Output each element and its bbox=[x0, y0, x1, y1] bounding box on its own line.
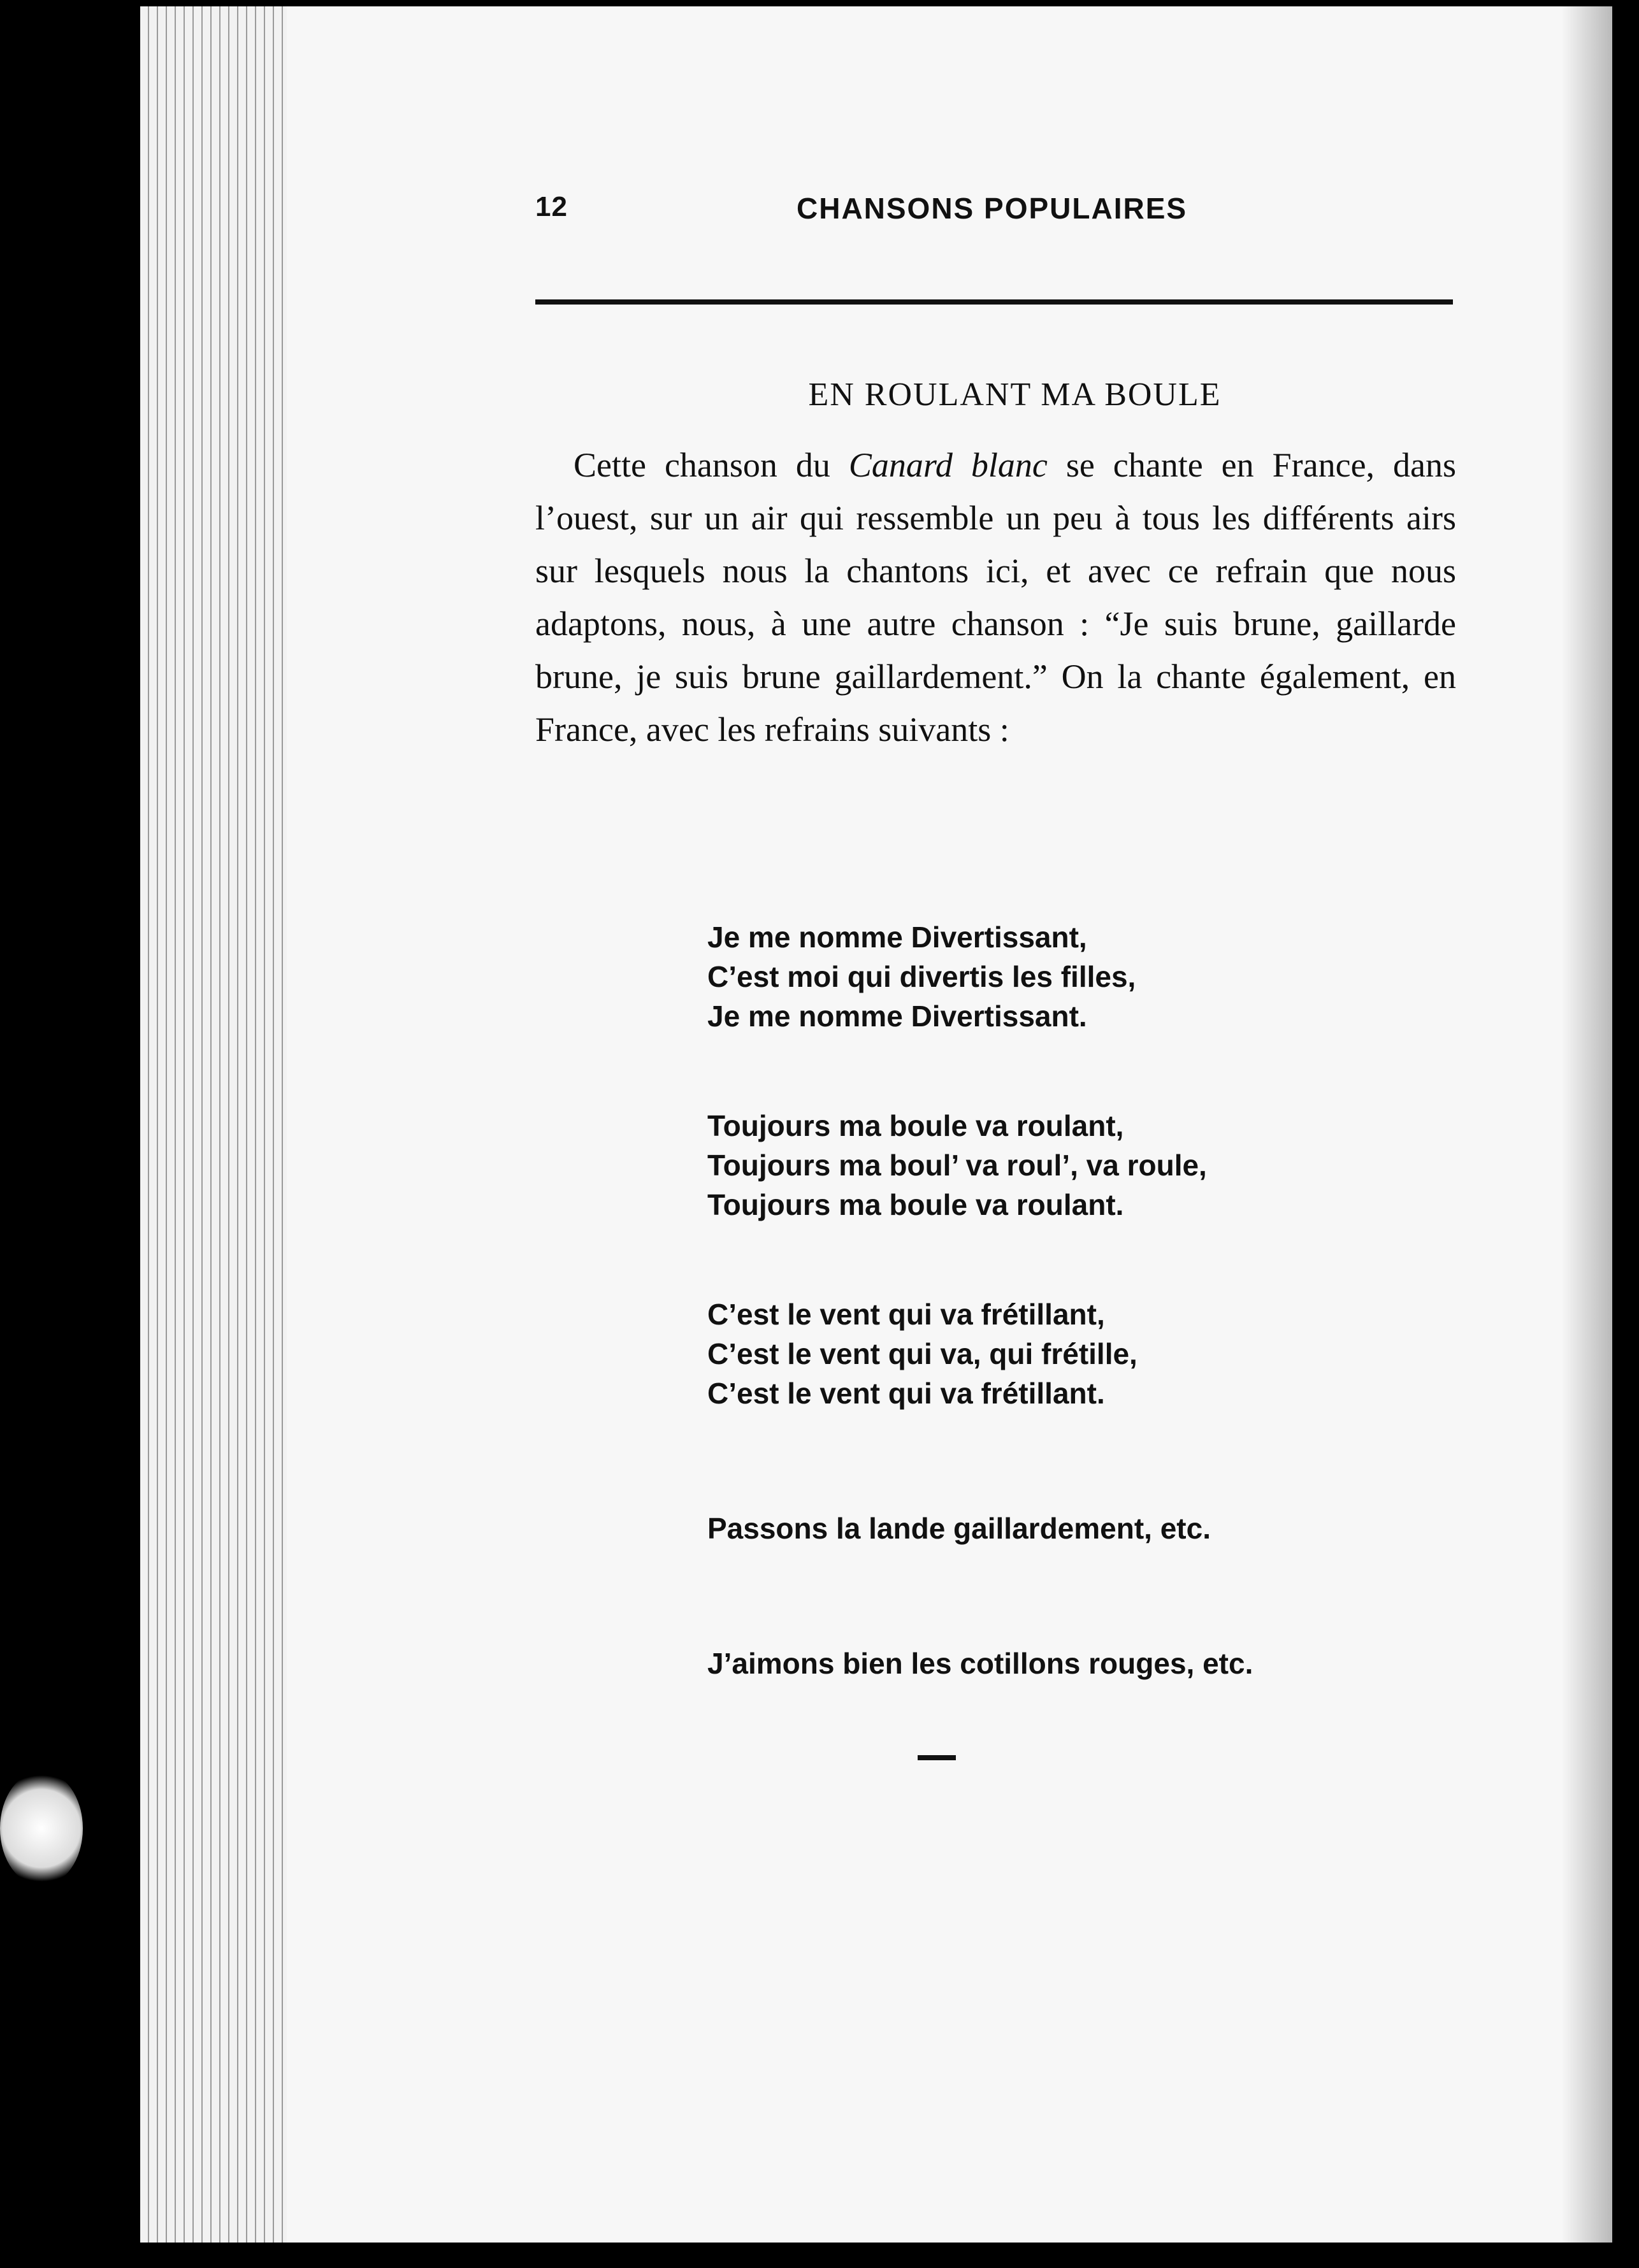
verse-line: Toujours ma boule va roulant, bbox=[707, 1109, 1124, 1142]
stanza-boule bbox=[707, 1106, 1408, 1224]
verse-line: C’est le vent qui va frétillant. bbox=[707, 1377, 1105, 1410]
page-header bbox=[535, 191, 1491, 242]
book-page-edges bbox=[140, 6, 300, 2243]
paragraph-text-rest: se chante en France, dans l’ouest, sur un air qui ressemble un peu à tous les différents airs sur lesquels nous la chantons ici, et avec ce refrain que nous adaptons, nous, à une autre chanson : “Je suis brune, gaillarde brune, je suis brune gaillardement.” On la chante également, en France, avec les refrains suivants : bbox=[535, 446, 1456, 749]
header-rule bbox=[535, 299, 1453, 305]
page-number: 12 bbox=[535, 191, 568, 222]
refrains bbox=[707, 917, 1408, 1779]
running-title: CHANSONS POPULAIRES bbox=[797, 192, 1188, 225]
paper-damage-spot bbox=[0, 1771, 83, 1886]
verse-line: Je me nomme Divertissant. bbox=[707, 1000, 1087, 1033]
verse-line: Je me nomme Divertissant, bbox=[707, 921, 1087, 954]
verse-line: C’est le vent qui va frétillant, bbox=[707, 1298, 1105, 1331]
verse-line: Toujours ma boul’ va roul’, va roule, bbox=[707, 1149, 1207, 1182]
end-dash bbox=[918, 1755, 956, 1760]
verse-line: Toujours ma boule va roulant. bbox=[707, 1188, 1124, 1221]
paragraph-text-start: Cette chanson du bbox=[574, 446, 849, 484]
stanza-divertissant bbox=[707, 917, 1408, 1036]
section-body bbox=[535, 376, 1456, 756]
verse-line: C’est le vent qui va, qui frétille, bbox=[707, 1337, 1137, 1370]
refrain-cotillons: J’aimons bien les cotillons rouges, etc. bbox=[707, 1647, 1253, 1680]
intro-paragraph bbox=[535, 439, 1456, 756]
stanza-vent bbox=[707, 1295, 1408, 1413]
book-page bbox=[287, 6, 1612, 2243]
paragraph-italic-title: Canard blanc bbox=[848, 446, 1048, 484]
refrain-lande: Passons la lande gaillardement, etc. bbox=[707, 1512, 1211, 1545]
section-title: EN ROULANT MA BOULE bbox=[808, 377, 1222, 413]
page-shadow bbox=[1561, 6, 1612, 2243]
verse-line: C’est moi qui divertis les filles, bbox=[707, 960, 1136, 993]
